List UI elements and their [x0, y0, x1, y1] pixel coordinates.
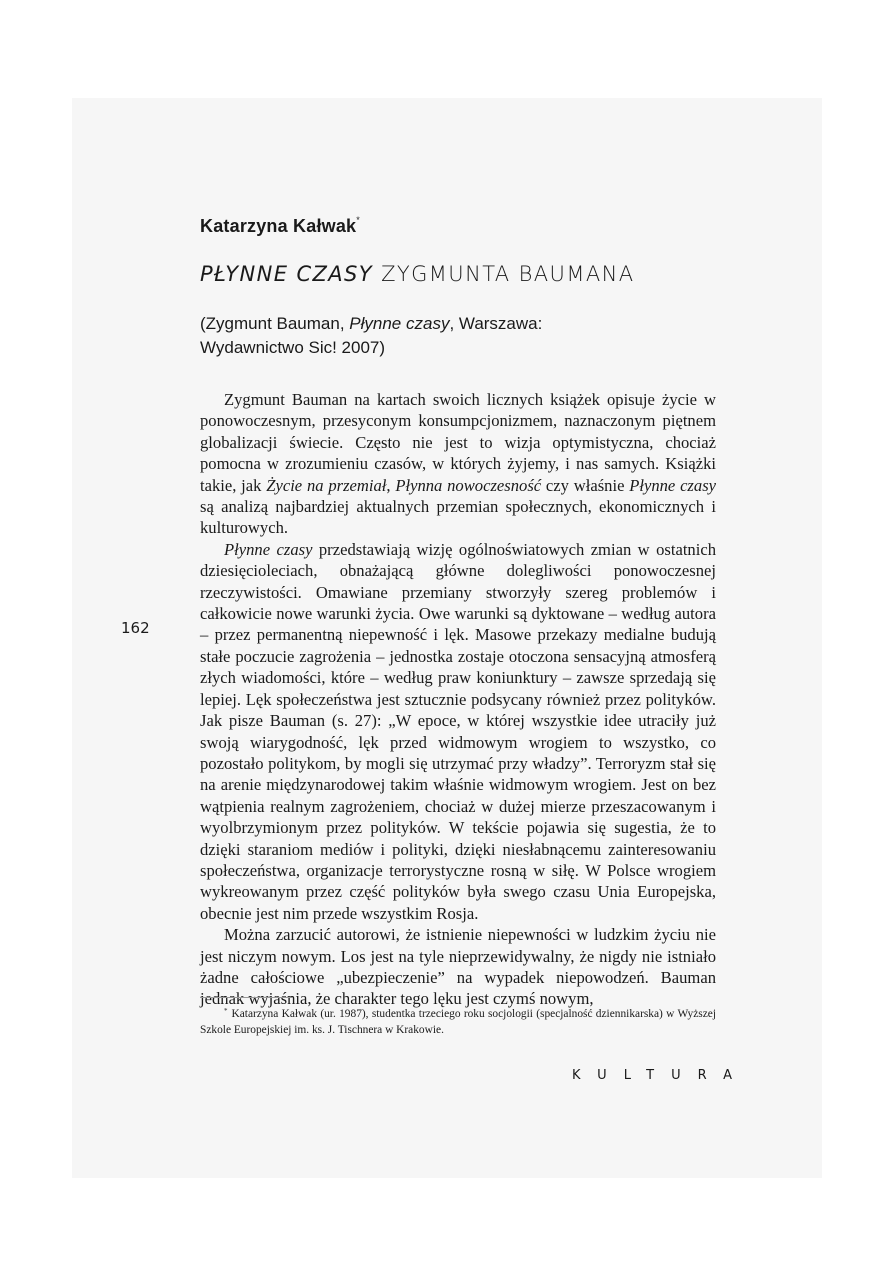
paragraph-1: Zygmunt Bauman na kartach swoich licznych książek opisuje życie w ponowoczesnym, przesyconym konsumpcjonizmem, naznaczonym piętnem globalizacji świecie. Często nie jest to wizja optymistyczna, chociaż pomocna w zrozumieniu czasów, w których żyjemy, i nas samych. Książki takie, jak Życie na przemiał, Płynna nowoczesność czy właśnie Płynne czasy są analizą najbardziej aktualnych przemian społecznych, ekonomicznych i kulturowych. [200, 390, 717, 538]
paragraph-2: Płynne czasy przedstawiają wizję ogólnoświatowych zmian w ostatnich dziesięcioleciach, obnażającą główne dolegliwości ponowoczesnej rzeczywistości. Omawiane przemiany stworzyły szereg problemów i całkowicie nowe warunki życia. Owe warunki są dyktowane – według autora – przez permanentną niepewność i lęk. Masowe przekazy medialne budują stałe poczucie zagrożenia – jednostka zostaje otoczona sensacyjną atmosferą złych wiadomości, które – według praw koniunktury – zawsze sprzedają się lepiej. Lęk społeczeństwa jest sztucznie podsycany również przez polityków. Jak pisze Bauman (s. 27): „W epoce, w której wszystkie idee utraciły już swoją wiarygodność, lęk przed widmowym wrogiem to wszystko, co pozostało politykom, by mogli się utrzymać przy władzy”. Terroryzm stał się na arenie międzynarodowej takim właśnie widmowym wrogiem. Jest on bez wątpienia realnym zagrożeniem, chociaż w dużej mierze przeszacowanym i wyolbrzymionym przez polityków. W tekście pojawia się sugestia, że to dzięki staraniom mediów i polityki, dzięki niesłabnącemu zainteresowaniu społeczeństwa, organizacje terrorystyczne rosną w siłę. W Polsce wrogiem wykreowanym przez część polityków była swego czasu Unia Europejska, obecnie jest nim przede wszystkim Rosja. [200, 539, 716, 923]
journal-name: KULTURA [572, 1068, 749, 1083]
paragraph-3: Można zarzucić autorowi, że istnienie niepewności w ludzkim życiu nie jest niczym nowym. Los jest na tyle nieprzewidywalny, że nigdy nie istniało żadne całościowe „ubezpieczenie” na wypadek niepowodzeń. Bauman jednak wyjaśnia, że charakter tego lęku jest czymś nowym, [200, 925, 716, 1009]
footnote-marker[interactable]: * [356, 215, 360, 225]
subtitle-open: (Zygmunt Bauman, [200, 314, 350, 333]
footnote-divider [200, 997, 292, 998]
footnote [200, 1004, 716, 1038]
footnote-text: Katarzyna Kałwak (ur. 1987), studentka trzeciego roku socjologii (specjalność dziennikarska) w Wyższej Szkole Europejskiej im. ks. J. Tischnera w Krakowie. [200, 1008, 716, 1036]
article-body [200, 389, 716, 1010]
footnote-mark: * [224, 1007, 228, 1015]
author-name: Katarzyna Kałwak [200, 216, 357, 236]
title-italic: PŁYNNE CZASY [200, 262, 374, 286]
page-number: 162 [121, 619, 150, 637]
book-reference [200, 312, 620, 360]
subtitle-publisher: , Warszawa: Wydawnictwo Sic! 2007) [200, 314, 543, 357]
title-rest: ZYGMUNTA BAUMANA [373, 262, 635, 286]
article-title [200, 262, 634, 286]
subtitle-book-title: Płynne czasy [349, 314, 450, 333]
article-author [200, 215, 360, 237]
